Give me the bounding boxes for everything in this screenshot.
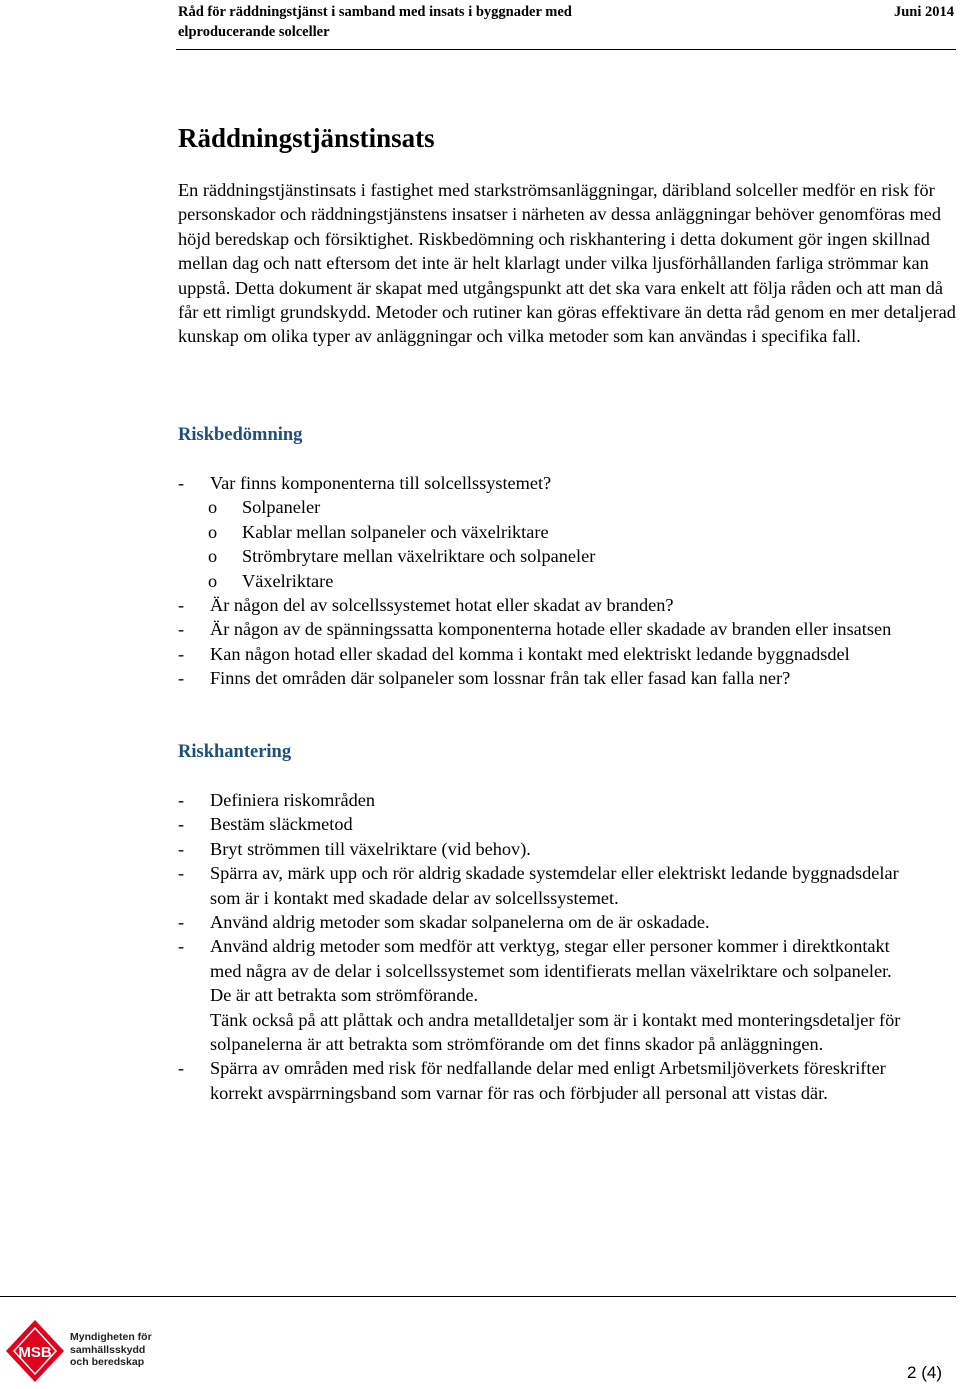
bullet-dash: -: [178, 643, 185, 664]
list-item: [178, 837, 908, 861]
logo-line-3: och beredskap: [70, 1356, 145, 1368]
intro-sentence-2: Riskbedömning och riskhantering i detta dokument gör ingen skillnad mellan dag och natt eftersom det inte är helt klarlagt under vilka ljusförhållanden farliga strömmar kan uppstå.: [178, 228, 930, 298]
bullet-circle: o: [208, 546, 218, 567]
bullet-dash: -: [178, 668, 185, 689]
footer-divider: [0, 1296, 956, 1297]
list-item-text: Finns det områden där solpaneler som lossnar från tak eller fasad kan falla ner?: [210, 668, 791, 689]
list-item-text: Solpaneler: [242, 497, 321, 518]
list-item-text: Definiera riskområden: [210, 790, 375, 810]
riskhantering-list: [178, 788, 908, 1105]
list-item: [178, 569, 958, 593]
list-item: [178, 910, 908, 934]
list-item-text: Kablar mellan solpaneler och växelriktare: [242, 521, 549, 542]
list-item-text: Spärra av, märk upp och rör aldrig skadade systemdelar eller elektriskt ledande byggnadsdelar som är i kontakt med skadade delar av solcellssystemet.: [210, 863, 899, 908]
list-item: [178, 617, 958, 641]
list-item: [178, 861, 908, 910]
list-item: [178, 520, 958, 544]
list-item: [178, 593, 958, 617]
list-item-text: Bryt strömmen till växelriktare (vid behov).: [210, 838, 531, 859]
logo-line-2: samhällsskydd: [70, 1343, 146, 1356]
list-item: [178, 1056, 908, 1105]
header-document-title: [178, 2, 598, 42]
list-item-text: Är någon del av solcellssystemet hotat eller skadat av branden?: [210, 595, 674, 616]
bullet-circle: o: [208, 570, 218, 591]
intro-sentence-1: En räddningstjänstinsats i fastighet med starkströmsanläggningar, däribland solceller medför en risk för personskador och räddningstjänstens insatser i närheten av dessa anläggningar behöver genomföras med höjd beredskap och försiktighet.: [178, 180, 942, 249]
list-item-text: Bestäm släckmetod: [210, 814, 353, 835]
riskbedomning-list: [178, 471, 958, 691]
bullet-circle: o: [208, 521, 218, 542]
list-item-text: Spärra av områden med risk för nedfallande delar med enligt Arbetsmiljöverkets föreskrifter korrekt avspärrningsband som varnar för ras och förbjuder all personal att vistas där.: [210, 1058, 886, 1103]
bullet-dash: -: [178, 595, 185, 616]
page-number: 2 (4): [907, 1363, 942, 1382]
page-title: Räddningstjänstinsats: [178, 123, 435, 153]
list-item-text: Är någon av de spänningssatta komponenterna hotade eller skadade av branden eller insatsen: [210, 619, 892, 640]
logo-text: [70, 1331, 152, 1369]
list-item-text: Växelriktare: [242, 570, 334, 591]
bullet-dash: -: [178, 473, 185, 493]
list-item-text: Strömbrytare mellan växelriktare och solpaneler: [242, 546, 596, 567]
bullet-dash: -: [178, 912, 185, 933]
bullet-dash: -: [178, 790, 185, 810]
intro-sentence-3: Detta dokument är skapat med utgångspunkt att det ska vara enkelt att följa råden och att man då får ett rimligt grundskydd. Metoder och rutiner kan göras effektivare än detta råd genom en mer detaljerad kunskap om olika typer av anläggningar och vilka metoder som kan användas i specifika fall.: [178, 277, 956, 347]
list-item: [178, 544, 958, 568]
header-date: Juni 2014: [893, 4, 954, 20]
list-item-extra-text: Tänk också på att plåttak och andra metalldetaljer som är i kontakt med monteringsdetaljer för solpanelerna är att betrakta som strömförande om det finns skador på anläggningen.: [210, 1009, 901, 1055]
intro-paragraph: [178, 178, 958, 349]
logo-mark-text: MSB: [18, 1344, 52, 1361]
header-divider: [176, 49, 956, 50]
logo-line-1: Myndigheten för: [70, 1331, 152, 1343]
bullet-dash: -: [178, 863, 185, 884]
bullet-circle: o: [208, 497, 218, 518]
msb-logo-icon: [4, 1318, 66, 1384]
list-item: [178, 471, 958, 495]
bullet-dash: -: [178, 936, 185, 957]
list-item: [178, 642, 958, 666]
list-item-text: Använd aldrig metoder som medför att verktyg, stegar eller personer kommer i direktkontakt med några av de delar i solcellssystemet som identifierats mellan växelriktare och solpaneler. De är att betrakta som strömförande.: [210, 936, 892, 1006]
section-heading-riskhantering: Riskhantering: [178, 742, 292, 762]
list-item: [178, 788, 908, 812]
bullet-dash: -: [178, 1058, 185, 1079]
header-title-line2: elproducerande solceller: [178, 24, 330, 40]
bullet-dash: -: [178, 838, 185, 859]
list-item: [178, 934, 908, 1056]
list-item: [178, 495, 958, 519]
bullet-dash: -: [178, 814, 185, 835]
bullet-dash: -: [178, 619, 185, 640]
list-item-text: Kan någon hotad eller skadad del komma i kontakt med elektriskt ledande byggnadsdel: [210, 643, 850, 664]
list-item: [178, 666, 958, 690]
section-heading-riskbedomning: Riskbedömning: [178, 425, 303, 445]
list-item-text: Var finns komponenterna till solcellssystemet?: [210, 473, 552, 493]
list-item-text: Använd aldrig metoder som skadar solpanelerna om de är oskadade.: [210, 912, 710, 933]
header-title-line1: Råd för räddningstjänst i samband med insats i byggnader med: [178, 4, 572, 20]
list-item: [178, 812, 908, 836]
